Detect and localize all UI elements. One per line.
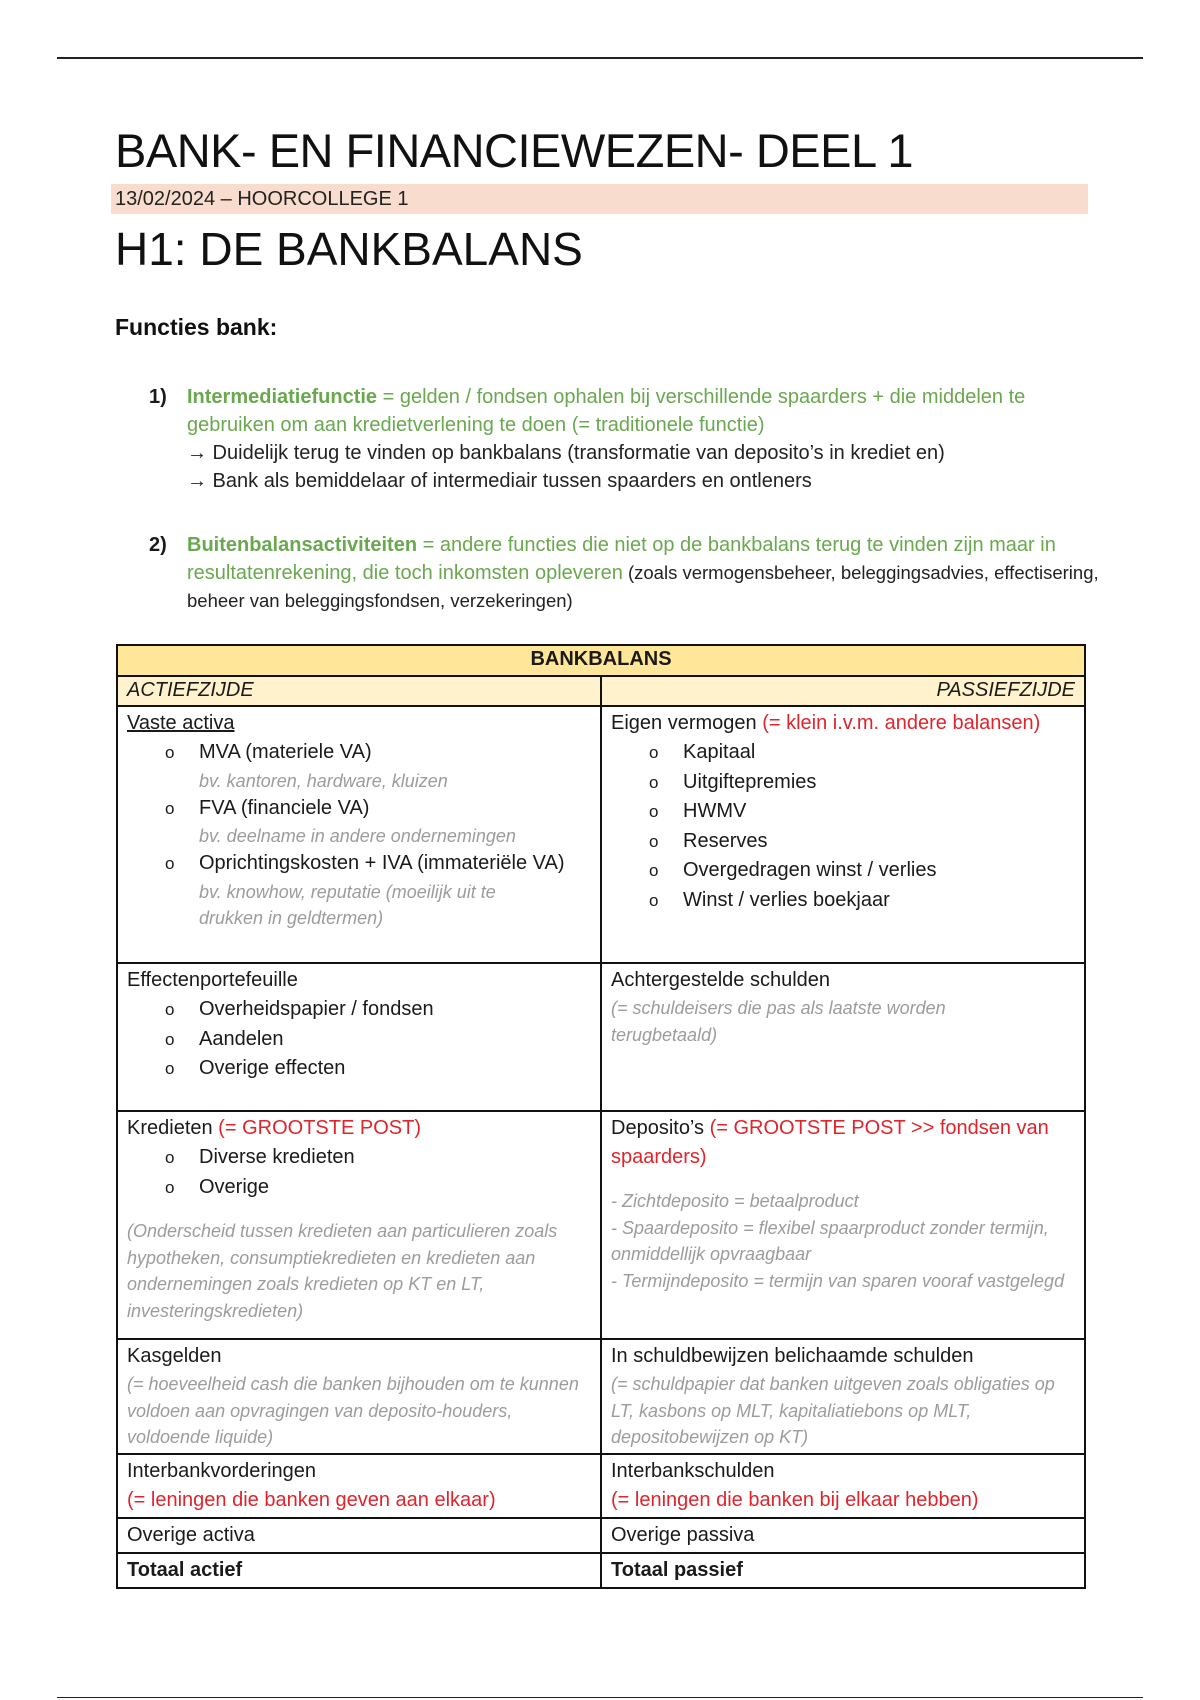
termijndeposito-text: - Termijndeposito = termijn van sparen vooraf vastgelegd [611,1270,1065,1291]
intermediation-term: Intermediatiefunctie [187,386,378,408]
deposito-note: (= GROOTSTE POST >> fondsen van spaarders) [611,1117,1049,1168]
list-item: o Overige effecten [165,1054,591,1084]
cell-totaal-actief: Totaal actief [117,1553,601,1588]
cell-schuldbewijzen [601,1339,1085,1454]
zichtdeposito-text: - Zichtdeposito = betaalproduct [611,1191,859,1211]
cell-overige-activa: Overige activa [117,1518,601,1553]
list-item: o Overige [165,1173,591,1203]
eigen-vermogen-list [649,738,1075,915]
list-item: o MVA (materiele VA) bv. kantoren, hardware, kluizen [165,738,591,794]
schuldbewijzen-heading: In schuldbewijzen belichaamde schulden [611,1345,974,1367]
off-balance-examples: (zoals vermogensbeheer, beleggingsadvies, effectisering, beheer van beleggingsfondsen, verzekeringen) [187,562,1099,611]
list-item: o Overheidspapier / fondsen [165,995,591,1025]
cell-eigen-vermogen [601,706,1085,963]
vaste-activa-list [165,738,591,931]
item-number: 1) [149,386,167,408]
arrow-line-2: → Bank als bemiddelaar of intermediair tussen spaarders en ontleners [187,470,812,492]
interbank-v-note: (= leningen die banken geven aan elkaar) [127,1488,496,1511]
list-item: o Aandelen [165,1025,591,1055]
item-number: 2) [149,534,167,556]
bank-balance-table [116,644,1086,1589]
kredieten-heading: Kredieten (= GROOTSTE POST) [127,1117,421,1139]
interbank-s-note: (= leningen die banken bij elkaar hebben) [611,1488,979,1511]
cell-achtergestelde-schulden [601,963,1085,1111]
effecten-heading: Effectenportefeuille [127,969,298,991]
list-item: o Uitgiftepremies [649,768,1075,798]
example-text: bv. kantoren, hardware, kluizen [199,770,448,791]
function-item-off-balance [149,531,1099,615]
document-title: BANK- EN FINANCIEWEZEN- DEEL 1 [115,124,914,177]
list-item: o Overgedragen winst / verlies [649,856,1075,886]
kredieten-note: (= GROOTSTE POST) [212,1117,421,1139]
off-balance-term: Buitenbalansactiviteiten [187,534,418,556]
cell-effectenportefeuille [117,963,601,1111]
example-text: bv. deelname in andere ondernemingen [199,826,516,846]
list-item: o Kapitaal [649,738,1075,768]
cell-interbankvorderingen [117,1454,601,1518]
deposito-heading: Deposito’s (= GROOTSTE POST >> fondsen van spaarders) [611,1117,1049,1168]
eigen-vermogen-note: (= klein i.v.m. andere balansen) [756,712,1041,734]
cell-depositos [601,1111,1085,1339]
cell-kredieten [117,1111,601,1339]
assets-side-label: ACTIEFZIJDE [117,676,601,706]
kasgelden-note: (= hoeveelheid cash die banken bijhouden om te kunnen voldoen aan opvragingen van deposito-houders, voldoende liquide) [127,1374,579,1447]
example-text: bv. knowhow, reputatie (moeilijk uit te drukken in geldtermen) [199,881,496,928]
list-item: o FVA (financiele VA) bv. deelname in andere ondernemingen [165,794,591,850]
effecten-list [165,995,591,1084]
off-balance-definition: Buitenbalansactiviteiten = andere functies die niet op de bankbalans terug te vinden zijn maar in resultatenrekening, die toch inkomsten opleveren [187,534,1056,584]
eigen-vermogen-heading: Eigen vermogen (= klein i.v.m. andere balansen) [611,712,1041,734]
schuldbewijzen-note: (= schuldpapier dat banken uitgeven zoals obligaties op LT, kasbons op MLT, kapitaliatiebons op MLT, depositobewijzen op KT) [611,1374,1055,1447]
cell-vaste-activa [117,706,601,963]
spaardeposito-text: - Spaardeposito = flexibel spaarproduct zonder termijn, onmiddellijk opvraagbaar [611,1217,1049,1264]
interbank-s-heading: Interbankschulden [611,1459,775,1482]
cell-interbankschulden [601,1454,1085,1518]
achtergesteld-heading: Achtergestelde schulden [611,969,831,991]
intermediation-definition: Intermediatiefunctie = gelden / fondsen ophalen bij verschillende spaarders + die middelen te gebruiken om aan kredietverlening te doen (= traditionele functie) [187,386,1026,436]
list-item: o Reserves [649,827,1075,857]
list-item: o Oprichtingskosten + IVA (immateriële VA) bv. knowhow, reputatie (moeilijk uit te drukken in geldtermen) [165,849,591,931]
cell-overige-passiva: Overige passiva [601,1518,1085,1553]
balance-title: BANKBALANS [117,645,1085,676]
top-rule [57,57,1143,59]
list-item: o HWMV [649,797,1075,827]
chapter-title: H1: DE BANKBALANS [115,223,583,275]
cell-totaal-passief: Totaal passief [601,1553,1085,1588]
function-item-intermediation [149,383,1099,495]
arrow-line-1: → Duidelijk terug te vinden op bankbalans (transformatie van deposito’s in krediet en) [187,442,945,464]
cell-kasgelden [117,1339,601,1454]
achtergesteld-note: (= schuldeisers die pas als laatste worden terugbetaald) [611,998,946,1045]
vaste-activa-heading: Vaste activa [127,712,235,734]
list-item: o Winst / verlies boekjaar [649,886,1075,916]
interbank-v-heading: Interbankvorderingen [127,1459,317,1482]
liabilities-side-label: PASSIEFZIJDE [601,676,1085,706]
kredieten-explanation: (Onderscheid tussen kredieten aan particulieren zoals hypotheken, consumptiekredieten en kredieten aan ondernemingen zoals kredieten op KT en LT, investeringskredieten) [127,1221,558,1321]
functions-heading: Functies bank: [115,314,278,340]
lecture-date-bar: 13/02/2024 – HOORCOLLEGE 1 [111,184,1088,214]
kasgelden-heading: Kasgelden [127,1345,222,1367]
bottom-rule [57,1697,1143,1698]
kredieten-list [165,1143,591,1202]
list-item: o Diverse kredieten [165,1143,591,1173]
